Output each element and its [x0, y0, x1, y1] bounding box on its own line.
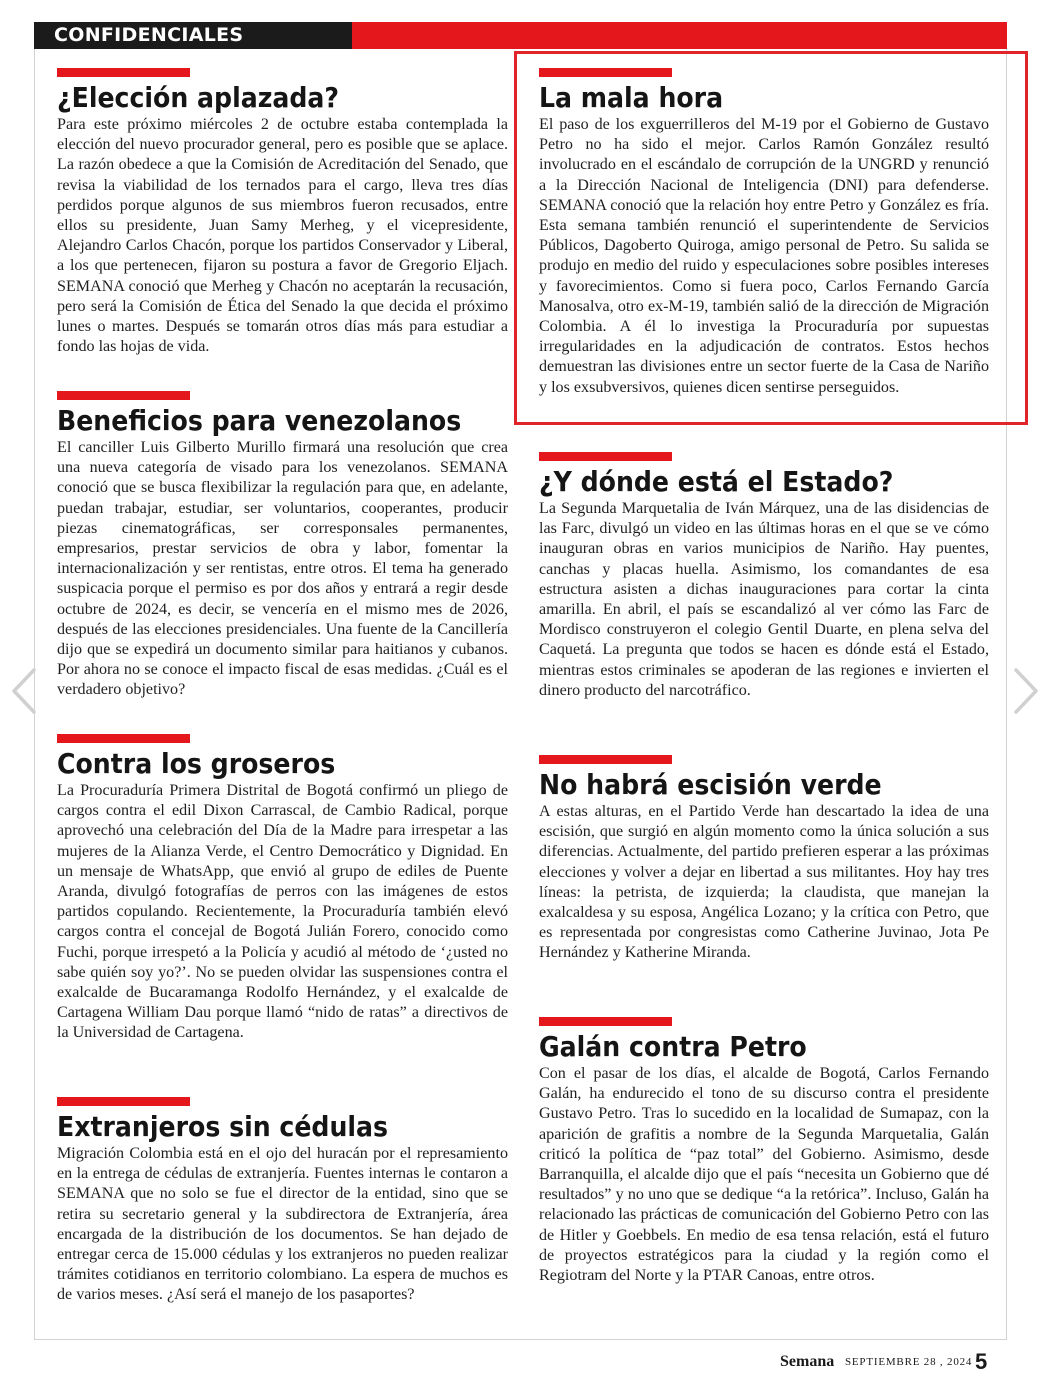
article-body: Con el pasar de los días, el alcalde de Bogotá, Carlos Fernando Galán, ha endurecido el tono de su discurso contra el presidente Gustavo Petro. Tras lo sucedido en la localidad de Sumapaz, con la aparición de grafitis a nombre de la Segunda Marquetalia, Galán criticó la política de “paz total” del Gobierno. Asimismo, desde Barranquilla, el alcalde dijo que el país “necesita un Gobierno que dé resultados” y no uno que se dedique “a la retórica”. Incluso, Galán ha relacionado las prácticas de comunicación del Gobierno Petro con las de Hitler y Goebbels. En medio de esa tensa relación, está el futuro de proyectos estratégicos para la ciudad y la región como el Regiotram del Norte y la PTAR Canoas, entre otros.	[539, 1065, 989, 1285]
article-red-rule	[539, 452, 672, 461]
article-red-rule	[539, 755, 672, 764]
article-title: ¿Y dónde está el Estado?	[539, 465, 894, 498]
footer-brand: Semana	[780, 1353, 835, 1370]
page-footer	[780, 1350, 990, 1376]
highlight-box	[514, 51, 1028, 425]
page-number: 5	[975, 1349, 988, 1374]
article-title: Galán contra Petro	[539, 1030, 807, 1063]
article-red-rule	[57, 391, 190, 400]
article-title: Extranjeros sin cédulas	[57, 1110, 389, 1143]
article-red-rule	[57, 734, 190, 743]
chevron-left-icon[interactable]	[4, 666, 44, 716]
footer-date: SEPTIEMBRE 28 , 2024	[845, 1356, 973, 1368]
article-red-rule	[57, 68, 190, 77]
section-label: CONFIDENCIALES	[34, 22, 352, 49]
header-red-bar	[352, 22, 1007, 49]
article-body: Para este próximo miércoles 2 de octubre estaba contemplada la elección del nuevo procurador general, pero es posible que se aplace. La razón obedece a que la Comisión de Acreditación del Senado, que revisa la viabilidad de los ternados para el cargo, lleva tres días perdidos porque algunos de sus miembros fueron recusados, entre ellos su presidente, Juan Samy Merheg, y el vicepresidente, Alejandro Carlos Chacón, porque los partidos Conservador y Liberal, a los que pertenecen, fijaron su postura a favor de Gregorio Eljach. SEMANA conoció que Merheg y Chacón no aceptarán la recusación, pero será la Comisión de Ética del Senado la que decida el próximo lunes o martes. Después se tomarán otros días más para estudiar a fondo las hojas de vida.	[57, 116, 508, 356]
chevron-right-icon[interactable]	[1006, 666, 1046, 716]
article-title: La mala hora	[539, 81, 724, 114]
article-title: No habrá escisión verde	[539, 768, 882, 801]
article-body: El paso de los exguerrilleros del M-19 por el Gobierno de Gustavo Petro no ha sido el mejor. Carlos Ramón González resultó involucrado en el escándalo de corrupción de la UNGRD y renunció a la Dirección Nacional de Inteligencia (DNI) para defenderse. SEMANA conoció que la relación hoy entre Petro y González es fría. Esta semana también renunció el superintendente de Servicios Públicos, Dagoberto Quiroga, amigo personal de Petro. Su salida se produjo en medio del ruido y especulaciones sobre posibles intereses y favorecimientos. Como si fuera poco, Carlos Fernando García Manosalva, otro ex-M-19, también salió de la dirección de Migración Colombia. A él lo investiga la Procuraduría por supuestas irregularidades en la adjudicación de contratos. Estos hechos demuestran las divisiones entre un sector fuerte de la Casa de Nariño y los exsubversivos, quienes dicen sentirse perseguidos.	[539, 116, 989, 396]
article-body: El canciller Luis Gilberto Murillo firmará una resolución que crea una nueva categoría de visado para los venezolanos. SEMANA conoció que se busca flexibilizar la regulación para que, en adelante, puedan trabajar, estudiar, ser voluntarios, cooperantes, producir piezas cinematográficas, ser corresponsales permanentes, empresarios, prestar servicios de obra y labor, fomentar la internacionalización y ser rentistas, entre otros. El tema ha generado suspicacia porque el permiso es por dos años y entrará a regir desde octubre de 2024, es decir, se vencería en el mismo mes de 2026, después de las elecciones presidenciales. Una fuente de la Cancillería dijo que se expedirá un documento similar para haitianos y cubanos. Por ahora no se conoce el impacto fiscal de esas medidas. ¿Cuál es el verdadero objetivo?	[57, 439, 508, 699]
article-galan-contra-petro	[539, 1017, 989, 1286]
article-body: Migración Colombia está en el ojo del huracán por el represamiento en la entrega de cédulas de extranjería. Fuentes internas le contaron a SEMANA que no solo se fue el director de la entidad, sino que se retira su secretario general y la subdirectora de Extranjería, área encargada de la distribución de los documentos. Se han dejado de entregar cerca de 15.000 cédulas y los extranjeros no pueden realizar trámites cotidianos en territorio colombiano. La espera de muchos es de varios meses. ¿Así será el manejo de los pasaportes?	[57, 1145, 508, 1304]
article-red-rule	[539, 1017, 672, 1026]
article-beneficios-venezolanos	[57, 391, 508, 701]
article-red-rule	[57, 1097, 190, 1106]
article-body: La Segunda Marquetalia de Iván Márquez, una de las disidencias de las Farc, divulgó un video en las últimas horas en el que se ve cómo inauguran obras en varios municipios de Nariño. Hay puentes, canchas y placas huella. Asimismo, los comandantes de esa estructura asisten a dichas inauguraciones para cortar la cinta amarilla. En abril, el país se escandalizó al ver cómo las Farc de Mordisco construyeron el colegio Gentil Duarte, en plena selva del Caquetá. La pregunta que todos se hacen es dónde está el Estado, mientras estos criminales se apoderan de las regiones e invierten el dinero producto del narcotráfico.	[539, 500, 989, 699]
article-eleccion-aplazada	[57, 68, 508, 357]
article-body: A estas alturas, en el Partido Verde han descartado la idea de una escisión, que surgió en algún momento como la única solución a sus diferencias. Actualmente, del partido prefieren esperar a las próximas elecciones y volver a dejar en libertad a sus militantes. Hoy hay tres líneas: la petrista, de izquierda; la claudista, que manejan la exalcaldesa y su esposa, Angélica Lozano; y la crítica con Petro, que es representada por congresistas como Catherine Juvinao, Jota Pe Hernández y Katherine Miranda.	[539, 803, 989, 962]
article-donde-esta-el-estado	[539, 452, 989, 701]
article-title: Contra los groseros	[57, 747, 336, 780]
section-header	[34, 22, 1007, 49]
article-body: La Procuraduría Primera Distrital de Bogotá confirmó un pliego de cargos contra el edil Dixon Carrascal, de Cambio Radical, porque aprovechó una celebración del Día de la Madre para irrespetar a las mujeres de la Alianza Verde, el Centro Democrático y Dignidad. En un mensaje de WhatsApp, que envió al grupo de ediles de Puente Aranda, divulgó fotografías de perros con las imágenes de estos partidos copulando. Recientemente, la Procuraduría también elevó cargos contra el concejal de Bogotá Julián Forero, conocido como Fuchi, porque irrespetó a la Policía y acudió al método de ‘¿usted no sabe quién soy yo?’. No se pueden olvidar las suspensiones contra el exalcalde de Bucaramanga Rodolfo Hernández, y el exalcalde de Cartagena William Dau porque llamó “nido de ratas” a directivos de la Universidad de Cartagena.	[57, 782, 508, 1042]
article-contra-los-groseros	[57, 734, 508, 1044]
article-title: Beneficios para venezolanos	[57, 404, 462, 437]
article-title: ¿Elección aplazada?	[57, 81, 339, 114]
article-escision-verde	[539, 755, 989, 964]
article-extranjeros-sin-cedulas	[57, 1097, 508, 1306]
